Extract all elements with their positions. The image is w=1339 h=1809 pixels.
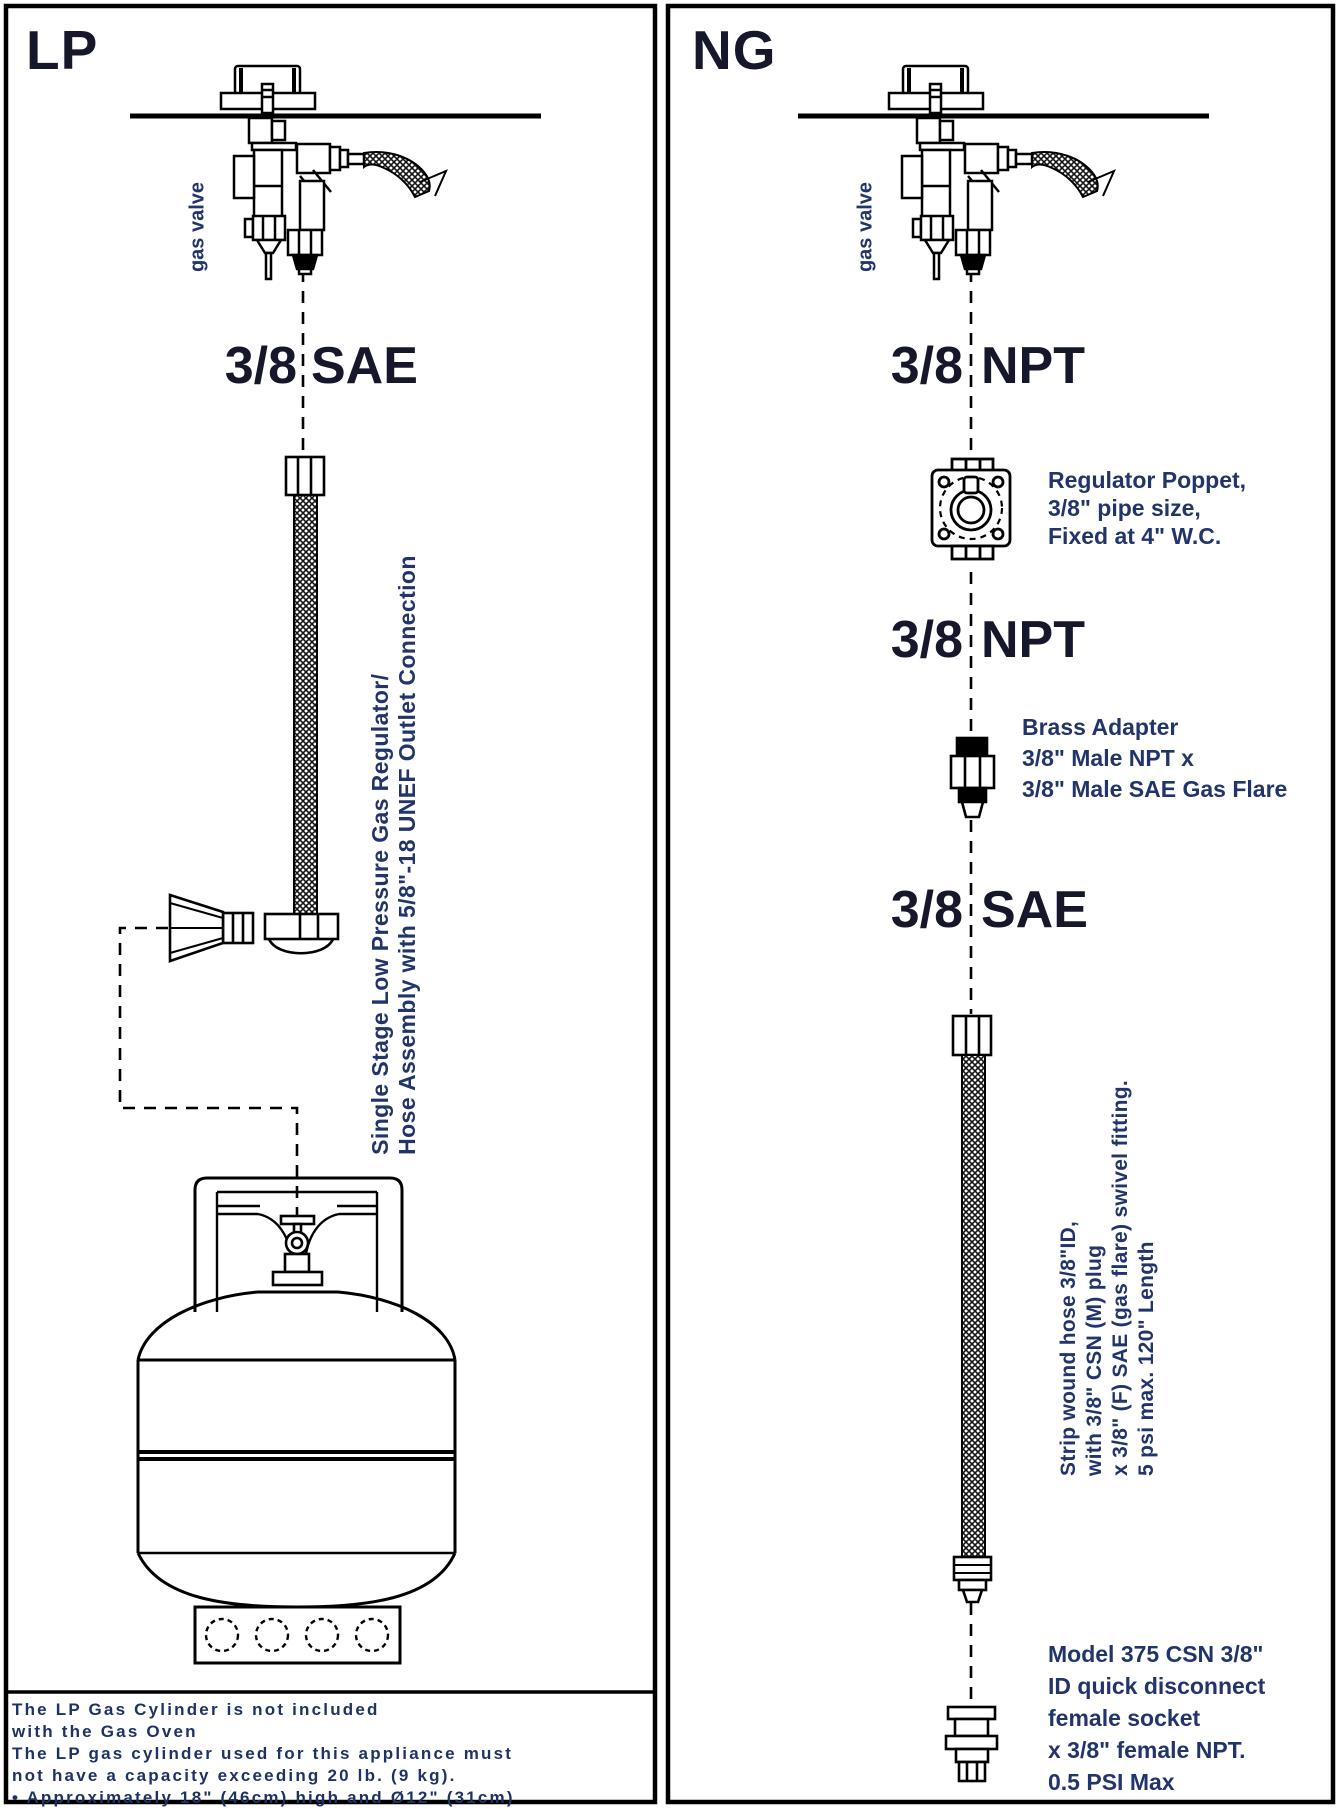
- lp-bottom-notes: [12, 1699, 652, 1809]
- ng-connection-label-lower: [0, 880, 1339, 940]
- ng-brass-adapter-note: [1022, 712, 1287, 805]
- lp-note-line: with the Gas Oven: [12, 1722, 198, 1741]
- ng-mid-type: NPT: [981, 611, 1085, 669]
- poppet-note-line: Regulator Poppet,: [1048, 467, 1247, 493]
- poppet-note-line: Fixed at 4" W.C.: [1048, 523, 1222, 549]
- lp-gas-valve-label: gas valve: [186, 181, 209, 273]
- lp-note-line: • Approximately 18" (46cm) high and Ø12" (31cm): [12, 1788, 515, 1807]
- ng-hose-note-line: x 3/8" (F) SAE (gas flare) swivel fitting.: [1109, 1080, 1132, 1476]
- brass-note-line: Brass Adapter: [1022, 714, 1179, 740]
- ng-hose-note: [1056, 1080, 1160, 1476]
- lp-note-line: The LP Gas Cylinder is not included: [12, 1700, 380, 1719]
- lp-note-line: The LP gas cylinder used for this appliance must: [12, 1744, 514, 1763]
- ng-hose-note-line: Strip wound hose 3/8"ID,: [1057, 1220, 1080, 1476]
- ng-hose-note-line: with 3/8" CSN (M) plug: [1083, 1244, 1106, 1476]
- ng-connection-label-upper: [0, 336, 1339, 396]
- lp-connection-type: SAE: [311, 337, 418, 395]
- ng-panel-title: NG: [692, 19, 777, 81]
- ng-quick-disconnect-drawing: [946, 1707, 997, 1781]
- lp-hose-note-line: Hose Assembly with 5/8"-18 UNEF Outlet Connection: [394, 555, 420, 1155]
- poppet-note-line: 3/8" pipe size,: [1048, 495, 1201, 521]
- ng-lower-size: 3/8: [890, 881, 963, 939]
- lp-dashed-lines: [120, 270, 303, 1215]
- ng-mid-size: 3/8: [890, 611, 963, 669]
- lp-hose-note-line: Single Stage Low Pressure Gas Regulator/: [367, 673, 393, 1155]
- ng-regulator-poppet-drawing: [932, 459, 1010, 559]
- lp-note-line: not have a capacity exceeding 20 lb. (9 kg).: [12, 1766, 457, 1785]
- ng-quick-disconnect-note: [1048, 1638, 1265, 1798]
- ng-hose-note-line: 5 psi max. 120" Length: [1135, 1241, 1158, 1476]
- lp-panel-title: LP: [26, 19, 99, 81]
- ng-regulator-poppet-note: [1048, 466, 1246, 550]
- qd-note-line: Model 375 CSN 3/8": [1048, 1641, 1264, 1667]
- qd-note-line: 0.5 PSI Max: [1048, 1769, 1175, 1795]
- brass-note-line: 3/8" Male SAE Gas Flare: [1022, 776, 1288, 802]
- ng-connection-label-mid: [0, 610, 1339, 670]
- ng-lower-type: SAE: [981, 881, 1088, 939]
- ng-gas-valve-label: gas valve: [854, 181, 877, 273]
- ng-upper-type: NPT: [981, 337, 1085, 395]
- ng-brass-adapter-drawing: [951, 738, 994, 817]
- qd-note-line: ID quick disconnect: [1048, 1673, 1266, 1699]
- lp-connection-size: 3/8: [224, 337, 297, 395]
- ng-hose-drawing: [953, 1016, 991, 1602]
- qd-note-line: female socket: [1048, 1705, 1201, 1731]
- qd-note-line: x 3/8" female NPT.: [1048, 1737, 1246, 1763]
- lp-cylinder-drawing: [138, 1178, 455, 1663]
- brass-note-line: 3/8" Male NPT x: [1022, 745, 1194, 771]
- ng-upper-size: 3/8: [890, 337, 963, 395]
